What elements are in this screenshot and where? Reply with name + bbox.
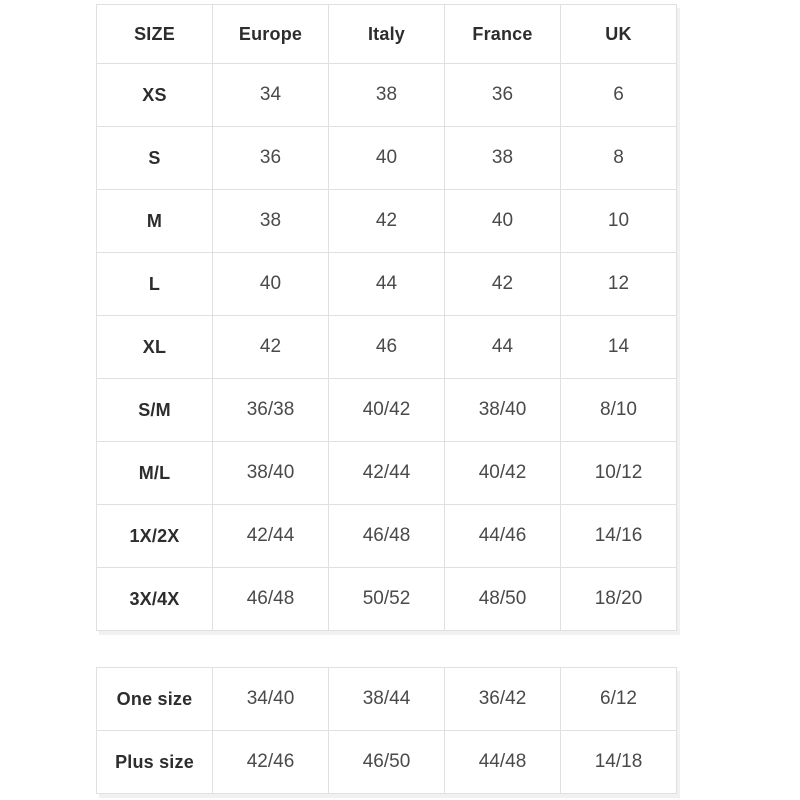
uk-value-cell: 6/12: [561, 668, 677, 731]
table-row: [97, 316, 677, 379]
column-header-size: SIZE: [97, 5, 213, 64]
table-row: [97, 568, 677, 631]
uk-value-cell: 18/20: [561, 568, 677, 631]
france-value-cell: 44/46: [445, 505, 561, 568]
france-value-cell: 44/48: [445, 731, 561, 794]
france-value-cell: 40: [445, 190, 561, 253]
column-header-italy: Italy: [329, 5, 445, 64]
table-row: [97, 505, 677, 568]
france-value-cell: 48/50: [445, 568, 561, 631]
size-label-cell: Plus size: [97, 731, 213, 794]
table-row: [97, 253, 677, 316]
size-label-cell: 3X/4X: [97, 568, 213, 631]
table-row: [97, 127, 677, 190]
size-label-cell: XS: [97, 64, 213, 127]
table-row: [97, 668, 677, 731]
table-row: [97, 442, 677, 505]
table-row: [97, 190, 677, 253]
europe-value-cell: 34: [213, 64, 329, 127]
size-label-cell: S/M: [97, 379, 213, 442]
italy-value-cell: 44: [329, 253, 445, 316]
table-header-row: [97, 5, 677, 64]
europe-value-cell: 40: [213, 253, 329, 316]
france-value-cell: 38: [445, 127, 561, 190]
size-label-cell: 1X/2X: [97, 505, 213, 568]
table-row: [97, 64, 677, 127]
one-size-plus-size-table: [96, 667, 677, 794]
italy-value-cell: 42/44: [329, 442, 445, 505]
italy-value-cell: 40/42: [329, 379, 445, 442]
france-value-cell: 36: [445, 64, 561, 127]
italy-value-cell: 46: [329, 316, 445, 379]
table-row: [97, 731, 677, 794]
size-label-cell: XL: [97, 316, 213, 379]
uk-value-cell: 8/10: [561, 379, 677, 442]
size-label-cell: S: [97, 127, 213, 190]
uk-value-cell: 10: [561, 190, 677, 253]
uk-value-cell: 10/12: [561, 442, 677, 505]
europe-value-cell: 38: [213, 190, 329, 253]
france-value-cell: 36/42: [445, 668, 561, 731]
france-value-cell: 40/42: [445, 442, 561, 505]
france-value-cell: 44: [445, 316, 561, 379]
italy-value-cell: 38/44: [329, 668, 445, 731]
europe-value-cell: 42/46: [213, 731, 329, 794]
column-header-uk: UK: [561, 5, 677, 64]
column-header-france: France: [445, 5, 561, 64]
table-row: [97, 379, 677, 442]
uk-value-cell: 6: [561, 64, 677, 127]
europe-value-cell: 36/38: [213, 379, 329, 442]
italy-value-cell: 42: [329, 190, 445, 253]
europe-value-cell: 34/40: [213, 668, 329, 731]
size-label-cell: L: [97, 253, 213, 316]
uk-value-cell: 8: [561, 127, 677, 190]
europe-value-cell: 36: [213, 127, 329, 190]
column-header-europe: Europe: [213, 5, 329, 64]
europe-value-cell: 42/44: [213, 505, 329, 568]
uk-value-cell: 14/16: [561, 505, 677, 568]
size-label-cell: One size: [97, 668, 213, 731]
italy-value-cell: 38: [329, 64, 445, 127]
size-label-cell: M: [97, 190, 213, 253]
france-value-cell: 38/40: [445, 379, 561, 442]
italy-value-cell: 46/48: [329, 505, 445, 568]
uk-value-cell: 12: [561, 253, 677, 316]
size-label-cell: M/L: [97, 442, 213, 505]
europe-value-cell: 42: [213, 316, 329, 379]
size-conversion-table: [96, 4, 677, 631]
italy-value-cell: 50/52: [329, 568, 445, 631]
size-chart-container: [96, 0, 800, 794]
france-value-cell: 42: [445, 253, 561, 316]
italy-value-cell: 40: [329, 127, 445, 190]
italy-value-cell: 46/50: [329, 731, 445, 794]
europe-value-cell: 38/40: [213, 442, 329, 505]
uk-value-cell: 14/18: [561, 731, 677, 794]
europe-value-cell: 46/48: [213, 568, 329, 631]
uk-value-cell: 14: [561, 316, 677, 379]
